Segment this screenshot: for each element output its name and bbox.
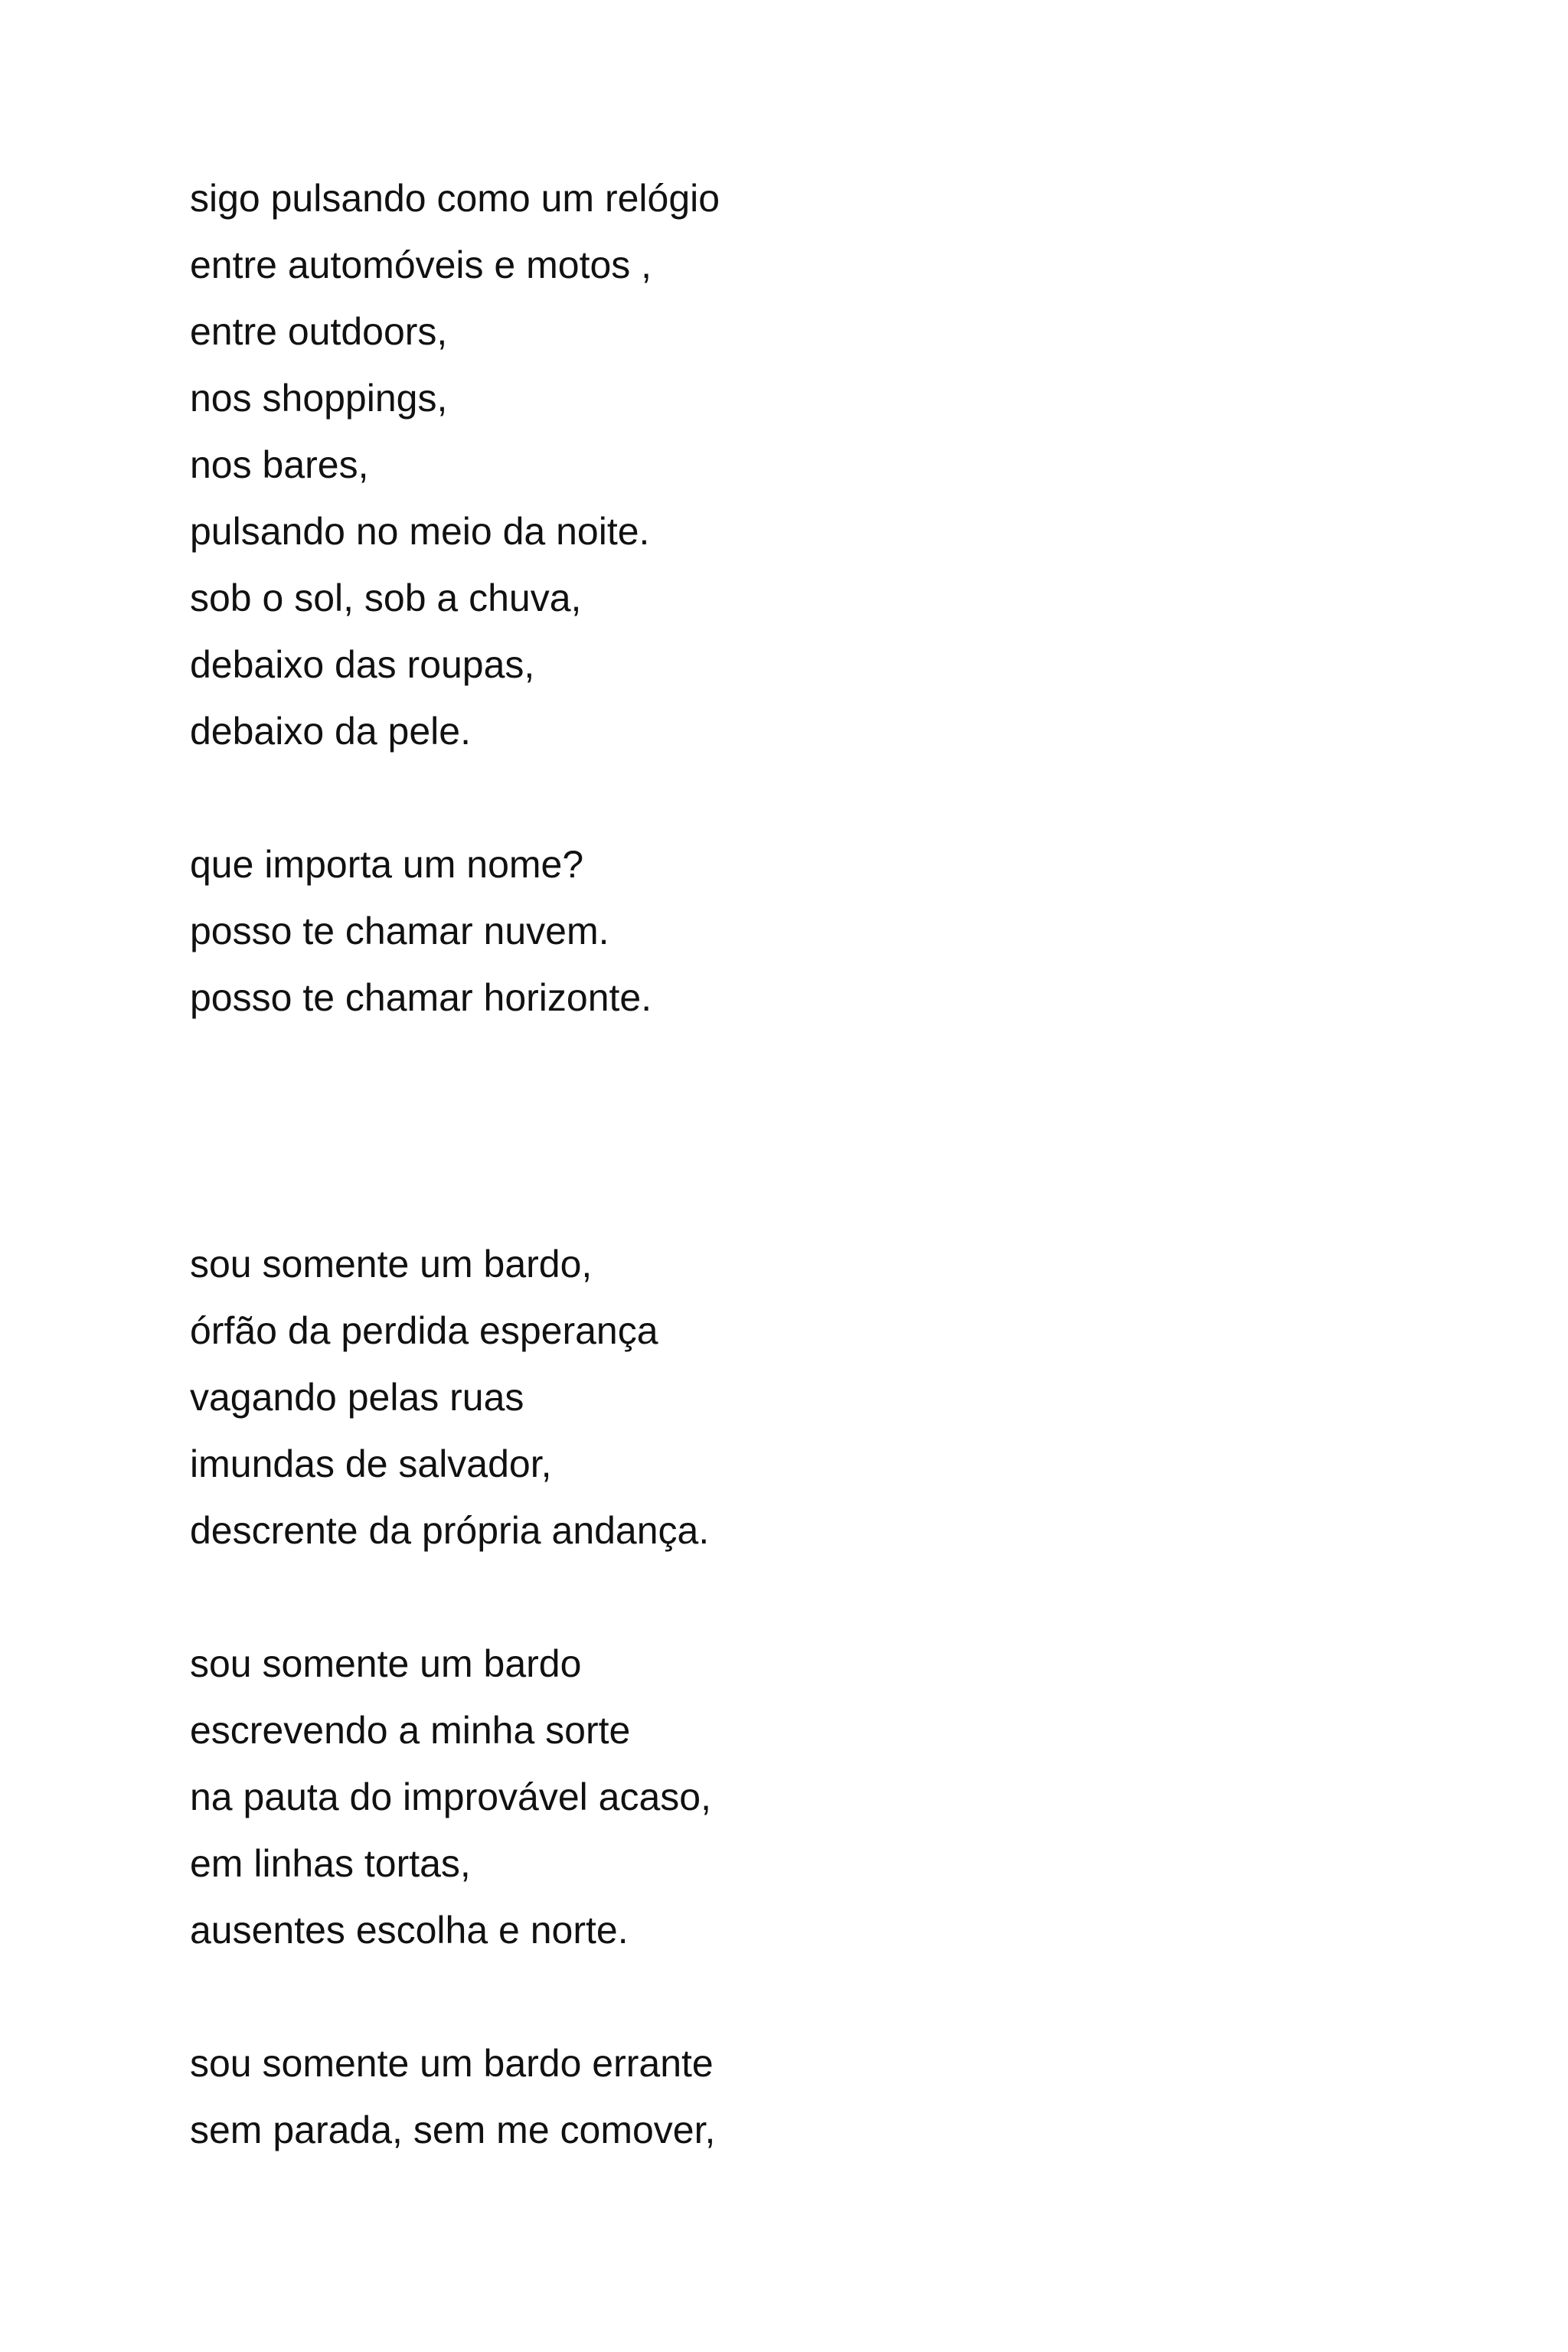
poem-line: debaixo da pele. bbox=[190, 710, 471, 753]
poem-line: ausentes escolha e norte. bbox=[190, 1909, 629, 1952]
poem-line: descrente da própria andança. bbox=[190, 1509, 710, 1552]
poem-line: posso te chamar horizonte. bbox=[190, 976, 652, 1019]
poem-line: sigo pulsando como um relógio bbox=[190, 177, 720, 220]
poem-line: sou somente um bardo bbox=[190, 1642, 582, 1685]
poem-line: sob o sol, sob a chuva, bbox=[190, 577, 582, 619]
poem-line: nos bares, bbox=[190, 443, 369, 486]
poem-line: que importa um nome? bbox=[190, 843, 584, 886]
poem-line: em linhas tortas, bbox=[190, 1842, 471, 1885]
poem-line: entre outdoors, bbox=[190, 310, 448, 353]
poem-line: posso te chamar nuvem. bbox=[190, 910, 609, 952]
poem-line: órfão da perdida esperança bbox=[190, 1309, 658, 1352]
poem-line: na pauta do improvável acaso, bbox=[190, 1775, 711, 1818]
poem-line: sou somente um bardo errante bbox=[190, 2042, 714, 2085]
poem-line: pulsando no meio da noite. bbox=[190, 510, 650, 553]
poem-line: debaixo das roupas, bbox=[190, 643, 535, 686]
poem-line: entre automóveis e motos , bbox=[190, 243, 652, 286]
poem-line: nos shoppings, bbox=[190, 377, 448, 420]
poem-line: escrevendo a minha sorte bbox=[190, 1709, 631, 1752]
poem-line: sem parada, sem me comover, bbox=[190, 2109, 716, 2151]
poem-line: vagando pelas ruas bbox=[190, 1376, 524, 1419]
poem-line: sou somente um bardo, bbox=[190, 1243, 593, 1285]
poem-line: imundas de salvador, bbox=[190, 1442, 552, 1485]
